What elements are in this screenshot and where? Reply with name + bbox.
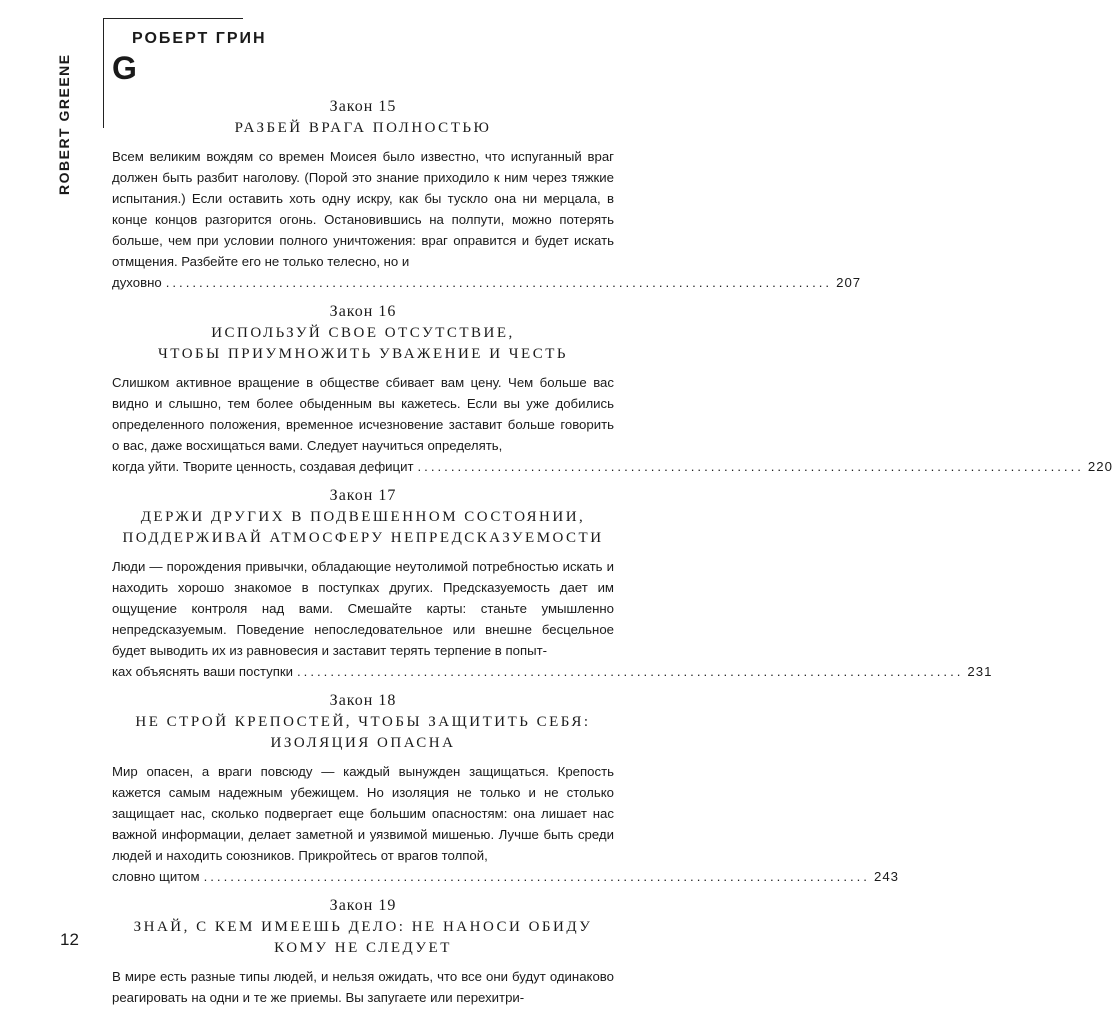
law-title-line: КОМУ НЕ СЛЕДУЕТ <box>274 940 452 956</box>
toc-entry-text: когда уйти. Творите ценность, создавая дефицит <box>112 459 414 474</box>
law-title <box>112 712 614 754</box>
law-summary <box>112 761 899 887</box>
law-title-line: ИЗОЛЯЦИЯ ОПАСНА <box>270 735 456 751</box>
law-15 <box>112 96 862 293</box>
law-toc-entry <box>112 272 862 293</box>
law-title-line: ИСПОЛЬЗУЙ СВОЕ ОТСУТСТВИЕ, <box>211 325 515 341</box>
law-summary <box>112 146 862 293</box>
header-frame-horizontal <box>103 18 243 19</box>
law-title-line: ПОДДЕРЖИВАЙ АТМОСФЕРУ НЕПРЕДСКАЗУЕМОСТИ <box>122 530 604 546</box>
toc-page-number: 243 <box>873 869 899 884</box>
law-number: Закон 17 <box>329 487 397 504</box>
vertical-author-name: ROBERT GREENE <box>56 53 72 195</box>
law-number: Закон 18 <box>329 692 397 709</box>
law-16 <box>112 301 1113 477</box>
law-summary-text: Слишком активное вращение в обществе сбивает вам цену. Чем больше вас видно и слышно, тем более обыденным вы кажетесь. Если вы уже добились определенного положения, временное исчезновение заставит больше говорить о вас, даже восхищаться вами. Следует научиться определять, <box>112 375 614 453</box>
law-summary-text: Всем великим вождям со времен Моисея было известно, что испуганный враг должен быть разбит наголову. (Порой это знание приходило к ним через тяжкие испытания.) Если оставить хоть одну искру, как бы тускло она ни мерцала, в конце концов разгорится огонь. Остановившись на полпути, можно потерять больше, чем при условии полного уничтожения: враг оправится и будет искать отмщения. Разбейте его не только телесно, но и <box>112 149 614 269</box>
law-19 <box>112 895 614 1008</box>
toc-page-number: 231 <box>967 664 993 679</box>
law-toc-entry <box>112 456 1113 477</box>
law-title-line: РАЗБЕЙ ВРАГА ПОЛНОСТЬЮ <box>234 120 492 136</box>
toc-page-number: 207 <box>836 275 862 290</box>
law-title <box>112 118 614 139</box>
law-17 <box>112 485 993 682</box>
toc-entry-text: словно щитом <box>112 869 200 884</box>
header-frame-vertical <box>103 18 104 128</box>
law-summary <box>112 372 1113 477</box>
law-title-line: НЕ СТРОЙ КРЕПОСТЕЙ, ЧТОБЫ ЗАЩИТИТЬ СЕБЯ: <box>135 714 591 730</box>
leader-dots: .................................................................................................... <box>297 664 964 679</box>
leader-dots: .................................................................................................... <box>203 869 870 884</box>
law-number: Закон 15 <box>329 98 397 115</box>
toc-entry-text: ках объяснять ваши поступки <box>112 664 294 679</box>
law-title <box>112 917 614 959</box>
law-18 <box>112 690 899 887</box>
toc-entry-text: духовно <box>112 275 162 290</box>
law-summary <box>112 966 614 1008</box>
law-list <box>112 96 1113 1016</box>
law-title <box>112 507 614 549</box>
law-number: Закон 19 <box>329 897 397 914</box>
leader-dots: .................................................................................................... <box>417 459 1084 474</box>
law-summary-text: Мир опасен, а враги повсюду — каждый вынужден защищаться. Крепость кажется самым надежным убежищем. Но изоляция не только и не столько защищает нас, сколько подвергает еще большим опасностям: она лишает нас важной информации, делает заметной и уязвимой мишенью. Лучше быть среди людей и находить союзников. Прикройтесь от врагов толпой, <box>112 764 614 863</box>
law-title-line: ЗНАЙ, С КЕМ ИМЕЕШЬ ДЕЛО: НЕ НАНОСИ ОБИДУ <box>133 919 593 935</box>
law-title-line: ДЕРЖИ ДРУГИХ В ПОДВЕШЕННОМ СОСТОЯНИИ, <box>140 509 586 525</box>
law-title-line: ЧТОБЫ ПРИУМНОЖИТЬ УВАЖЕНИЕ И ЧЕСТЬ <box>157 346 568 362</box>
law-toc-entry <box>112 661 993 682</box>
law-title <box>112 323 614 365</box>
running-head-author: РОБЕРТ ГРИН <box>132 30 267 47</box>
toc-page-number: 220 <box>1087 459 1113 474</box>
g-logo: G <box>112 50 137 86</box>
law-summary-text: Люди — порождения привычки, обладающие неутолимой потребностью искать и находить хорошо знакомое в поступках других. Предсказуемость дает им ощущение контроля над вами. Смешайте карты: станьте умышленно непредсказуемым. Поведение непоследовательное или внешне бесцельное будет выводить их из равновесия и заставит терять терпение в попыт- <box>112 559 614 658</box>
leader-dots: .................................................................................................... <box>165 275 833 290</box>
law-number: Закон 16 <box>329 303 397 320</box>
law-summary <box>112 556 993 682</box>
page-number: 12 <box>60 930 79 949</box>
law-summary-text: В мире есть разные типы людей, и нельзя ожидать, что все они будут одинаково реагировать на одни и те же приемы. Вы запугаете или перехитри- <box>112 969 614 1005</box>
law-toc-entry <box>112 866 899 887</box>
